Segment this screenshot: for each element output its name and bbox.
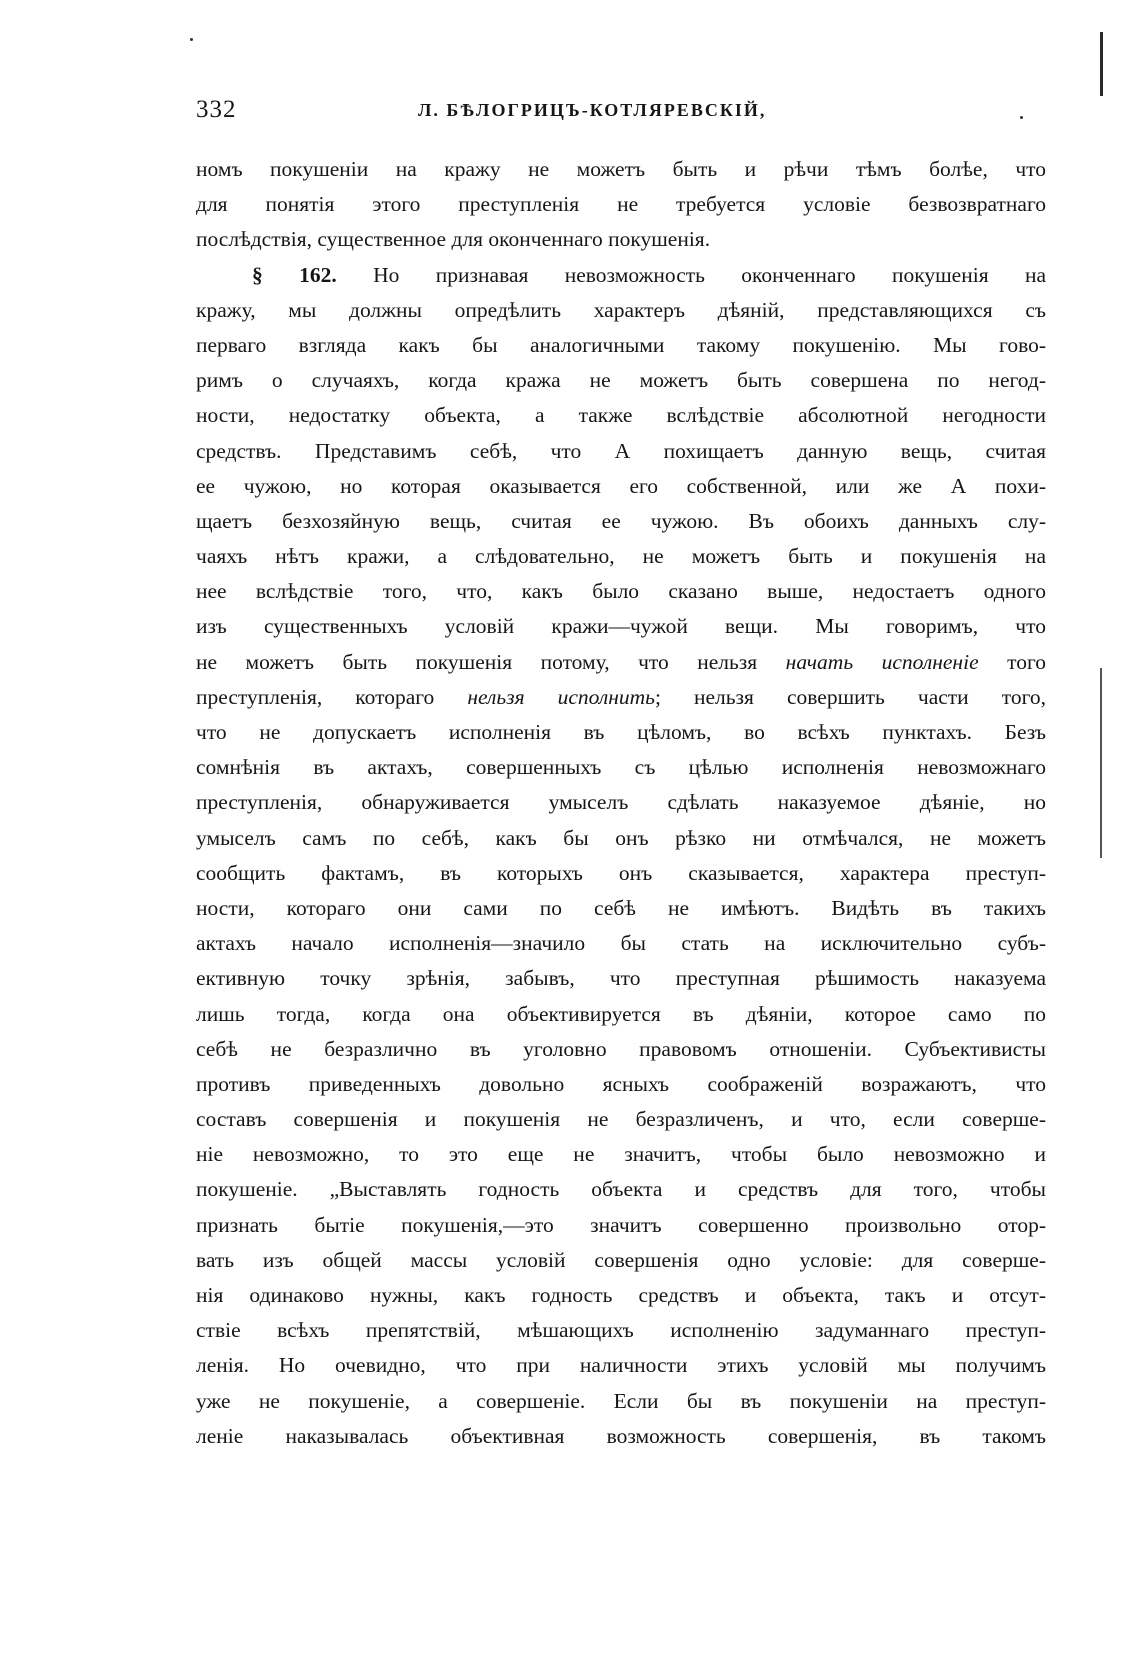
page-number: 332: [196, 96, 237, 123]
text-line: что не допускаетъ исполненія въ цѣломъ, во всѣхъ пунктахъ. Безъ: [196, 720, 1046, 744]
text-line: признать бытіе покушенія,—это значитъ совершенно произвольно отор-: [196, 1212, 1046, 1237]
text-line: противъ приведенныхъ довольно ясныхъ соображеній возражаютъ, что: [196, 1071, 1046, 1096]
text-line: ности, котораго они сами по себѣ не имѣютъ. Видѣть въ такихъ: [196, 895, 1046, 920]
text-line: для понятія этого преступленія не требуется условіе безвозвратнаго: [196, 192, 1046, 217]
text-line: нее вслѣдствіе того, что, какъ было сказано выше, недостаетъ одного: [196, 579, 1046, 604]
text-line: сомнѣнія въ актахъ, совершенныхъ съ цѣлью исполненія невозможнаго: [196, 755, 1046, 780]
text-segment: того: [1007, 649, 1047, 674]
text-segment: преступленія, котораго: [196, 684, 435, 709]
text-line: леніе наказывалась объективная возможность совершенія, въ такомъ: [196, 1423, 1046, 1448]
text-line: римъ о случаяхъ, когда кража не можетъ быть совершена по негод-: [196, 368, 1046, 393]
section-number: § 162.: [252, 262, 337, 287]
text-line: составъ совершенія и покушенія не безразличенъ, и что, если соверше-: [196, 1107, 1046, 1132]
text-segment: не можетъ быть покушенія потому, что нельзя: [196, 649, 758, 674]
text-line: кражу, мы должны опредѣлить характеръ дѣяній, представляющихся съ: [196, 297, 1046, 322]
text-line: ствіе всѣхъ препятствій, мѣшающихъ исполненію задуманнаго преступ-: [196, 1318, 1046, 1343]
text-line: умыселъ самъ по себѣ, какъ бы онъ рѣзко ни отмѣчался, не можетъ: [196, 825, 1046, 850]
text-line: актахъ начало исполненія—значило бы стать на исключительно субъ-: [196, 931, 1046, 956]
text-line-with-italic: [196, 680, 1046, 715]
text-line: ективную точку зрѣнія, забывъ, что преступная рѣшимость наказуема: [196, 966, 1046, 991]
scan-speck: [190, 38, 193, 41]
text-line: покушеніе. „Выставлять годность объекта и средствъ для того, чтобы: [196, 1177, 1046, 1202]
text-line: вать изъ общей массы условій совершенія одно условіе: для соверше-: [196, 1247, 1046, 1272]
text-line: ніе невозможно, то это еще не значитъ, чтобы было невозможно и: [196, 1142, 1046, 1167]
text-line: номъ покушеніи на кражу не можетъ быть и рѣчи тѣмъ болѣе, что: [196, 157, 1046, 181]
text-line: ленія. Но очевидно, что при наличности этихъ условій мы получимъ: [196, 1353, 1046, 1378]
page-header: [196, 96, 1046, 136]
text-line: чаяхъ нѣтъ кражи, а слѣдовательно, не можетъ быть и покушенія на: [196, 544, 1046, 569]
text-line: лишь тогда, когда она объективируется въ дѣяніи, которое само по: [196, 1001, 1046, 1026]
text-line: изъ существенныхъ условій кражи—чужой вещи. Мы говоримъ, что: [196, 614, 1046, 639]
text-line: нія одинаково нужны, какъ годность средствъ и объекта, такъ и отсут-: [196, 1283, 1046, 1307]
section-first-line-text: Но признавая невозможность оконченнаго покушенія на: [373, 262, 1047, 287]
text-line: ности, недостатку объекта, а также вслѣдствіе абсолютной негодности: [196, 403, 1046, 428]
text-line: преступленія, обнаруживается умыселъ сдѣлать наказуемое дѣяніе, но: [196, 790, 1046, 815]
scan-edge-line-lower: [1100, 668, 1102, 858]
section-first-line: [196, 258, 1046, 293]
text-line: себѣ не безразлично въ уголовно правовомъ отношеніи. Субъективисты: [196, 1036, 1046, 1061]
italic-phrase: начать исполненіе: [785, 649, 979, 674]
scan-edge-line: [1100, 32, 1103, 96]
running-head: Л. БѢЛОГРИЦЪ-КОТЛЯРЕВСКІЙ,: [418, 100, 767, 120]
text-line: перваго взгляда какъ бы аналогичными такому покушенію. Мы гово-: [196, 332, 1046, 357]
text-line-with-italic: [196, 645, 1046, 680]
text-line: послѣдствія, существенное для оконченнаго покушенія.: [196, 227, 711, 252]
italic-phrase: нельзя исполнить: [467, 684, 655, 709]
text-line: щаетъ безхозяйную вещь, считая ее чужою. Въ обоихъ данныхъ слу-: [196, 508, 1046, 533]
text-line: сообщить фактамъ, въ которыхъ онъ сказывается, характера преступ-: [196, 860, 1046, 885]
text-line: ее чужою, но которая оказывается его собственной, или же А похи-: [196, 473, 1046, 498]
body-text: [196, 152, 1046, 1454]
text-line: уже не покушеніе, а совершеніе. Если бы въ покушеніи на преступ-: [196, 1388, 1046, 1413]
text-line: средствъ. Представимъ себѣ, что А похищаетъ данную вещь, считая: [196, 438, 1046, 463]
text-segment: ; нельзя совершить части того,: [654, 684, 1046, 709]
